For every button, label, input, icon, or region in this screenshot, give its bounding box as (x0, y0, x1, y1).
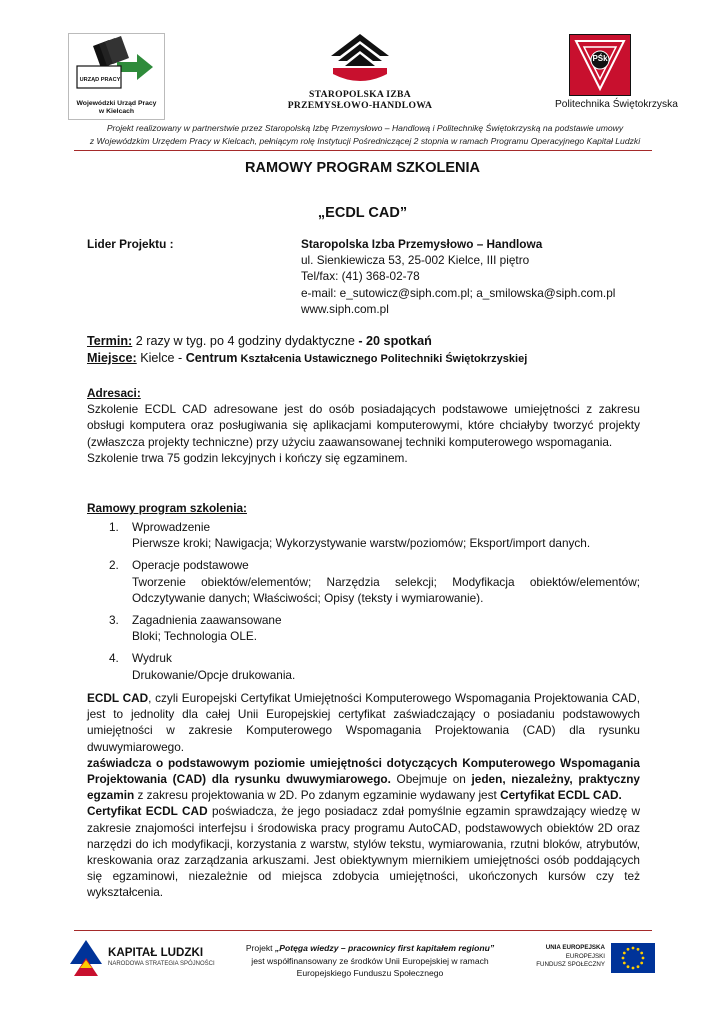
cofinancing-line-1: jest współfinansowany ze środków Unii Europejskiej w ramach (251, 955, 489, 966)
politechnika-emblem-icon (569, 34, 631, 96)
miejsce-label: Miejsce: (87, 351, 137, 365)
urzad-pracy-caption-2: w Kielcach (98, 108, 135, 115)
siph-emblem-icon (285, 30, 435, 88)
document-title: RAMOWY PROGRAM SZKOLENIA (245, 160, 480, 176)
termin-count: - 20 spotkań (358, 334, 432, 348)
program-item-description: Tworzenie obiektów/elementów; Narzędzia selekcji; Modyfikacja obiektów/elementów; Odczytywanie danych; Właściwości; Opisy (teksty i wymiarowanie). (132, 574, 640, 605)
kapital-ludzki-title: KAPITAŁ LUDZKI (108, 946, 204, 959)
lider-name: Staropolska Izba Przemysłowo – Handlowa (301, 237, 543, 251)
termin-value: 2 razy w tyg. po 4 godziny dydaktyczne (132, 334, 359, 348)
certificate-term: Certyfikat ECDL CAD (87, 804, 208, 819)
miejsce-centrum: Centrum (185, 351, 238, 365)
lider-address: ul. Sienkiewicza 53, 25-002 Kielce, III piętro (301, 253, 530, 268)
adresaci-heading: Adresaci: (87, 386, 141, 400)
lider-details (301, 236, 661, 317)
exam-scope-paragraph: zaświadcza o podstawowym poziomie umiejętności dotyczących Komputerowego Wspomagania Projektowania (CAD) dla rysunku dwuwymiarowego. Obejmuje on jeden, niezależny, praktyczny egzamin z zakresu projektowania w 2D. Po zdanym egzaminie wydawany jest Certyfikat ECDL CAD. (87, 755, 640, 803)
course-name: „ECDL CAD” (317, 205, 408, 221)
footer-divider (74, 930, 652, 931)
ecdl-cad-term: ECDL CAD (87, 691, 149, 705)
kapital-ludzki-subtitle: NARODOWA STRATEGIA SPÓJNOŚCI (108, 961, 215, 967)
program-item-title: Operacje podstawowe (132, 558, 249, 573)
kapital-ludzki-emblem-icon (68, 938, 104, 978)
eu-line-1: UNIA EUROPEJSKA (545, 944, 605, 951)
program-item (87, 650, 640, 682)
urzad-pracy-logo (68, 33, 165, 120)
adresaci-section (87, 385, 640, 466)
program-item-description: Drukowanie/Opcje drukowania. (132, 667, 296, 682)
cofinancing-line-2: Europejskiego Funduszu Społecznego (296, 968, 444, 978)
politechnika-logo (555, 33, 678, 113)
cofinancing-note (230, 942, 510, 980)
schedule-block (87, 333, 527, 368)
program-item-number: 1. (109, 520, 119, 534)
program-item (87, 519, 640, 551)
eu-line-2: EUROPEJSKI (565, 953, 605, 960)
urzad-pracy-emblem-icon (69, 36, 164, 96)
urzad-pracy-badge: URZĄD PRACY (79, 77, 121, 83)
adresaci-duration: Szkolenie trwa 75 godzin lekcyjnych i kończy się egzaminem. (87, 450, 408, 465)
certificate-description (87, 690, 640, 901)
miejsce-line (87, 350, 527, 368)
program-item-title: Wprowadzenie (132, 520, 211, 534)
program-item (87, 612, 640, 644)
eu-line-3: FUNDUSZ SPOŁECZNY (536, 961, 605, 968)
program-item-number: 4. (109, 651, 119, 666)
siph-name-line-1: STAROPOLSKA IZBA (309, 89, 411, 100)
lider-label: Lider Projektu : (87, 237, 174, 251)
eu-flag-icon (611, 943, 655, 973)
urzad-pracy-caption-1: Wojewódzki Urząd Pracy (76, 100, 157, 107)
program-list (87, 519, 640, 689)
program-heading: Ramowy program szkolenia: (87, 501, 247, 515)
ecdl-cad-paragraph: ECDL CAD, czyli Europejski Certyfikat Umiejętności Komputerowego Wspomagania Projektowania CAD, jest to jednolity dla całej Unii Europejskiej certyfikat zaświadczający o posiadaniu podstawowych umiejętności w zakresie Komputerowego Wspomagania Projektowania (CAD) dla rysunku dwuwymiarowego. (87, 691, 640, 754)
project-name: „Potęga wiedzy – pracownicy first kapitałem regionu” (274, 943, 495, 953)
partnership-note (60, 122, 670, 147)
certificate-paragraph: Certyfikat ECDL CAD poświadcza, że jego posiadacz zdał pomyślnie egzamin sprawdzający wiedzę w zakresie znajomości interfejsu i środowiska pracy programu AutoCAD, podstawowych obiektów 2D oraz narzędzi do ich modyfikacji, korzystania z warstw, stylów tekstu, wymiarowania, rzutni bloków, atrybutów, kreskowania oraz zarządzania arkuszami. Jest obiektywnym miernikiem umiejętności osób poddających się egzaminowi, niezależnie od miejsca zdobycia umiejętności, ukończonych kursów czy też wykształcenia. (87, 804, 640, 900)
program-item-description: Bloki; Technologia OLE. (132, 629, 258, 644)
kapital-ludzki-logo (68, 938, 228, 980)
termin-line (87, 333, 527, 350)
program-item-title: Zagadnienia zaawansowane (132, 613, 282, 628)
partnership-note-line-2: z Wojewódzkim Urzędem Pracy w Kielcach, pełniącym rolę Instytucji Pośredniczącej 2 stopnia w ramach Programu Operacyjnego Kapitał Ludzki (89, 135, 641, 146)
program-item-title: Wydruk (132, 651, 172, 666)
program-item-number: 3. (109, 613, 119, 628)
siph-logo (285, 30, 435, 116)
siph-name-line-2: PRZEMYSŁOWO-HANDLOWA (287, 100, 433, 111)
lider-website: www.siph.com.pl (301, 301, 389, 316)
project-line: Projekt „Potęga wiedzy – pracownicy first kapitałem regionu” (245, 943, 495, 953)
program-item (87, 557, 640, 606)
lider-phone: Tel/fax: (41) 368-02-78 (301, 269, 420, 284)
program-item-description: Pierwsze kroki; Nawigacja; Wykorzystywanie warstw/poziomów; Eksport/import danych. (132, 536, 591, 551)
politechnika-mark: PŚk (592, 54, 608, 63)
politechnika-caption: Politechnika Świętokrzyska (555, 99, 678, 110)
eu-efs-logo (525, 942, 660, 978)
lider-email: e-mail: e_sutowicz@siph.com.pl; a_smilowska@siph.com.pl (301, 285, 616, 300)
miejsce-value: Kielce - (136, 351, 186, 365)
termin-label: Termin: (87, 334, 133, 348)
partnership-note-line-1: Projekt realizowany w partnerstwie przez Staropolską Izbę Przemysłowo – Handlową i Politechnikę Świętokrzyską na podstawie umowy (106, 123, 624, 133)
header-divider (74, 150, 652, 151)
program-item-number: 2. (109, 558, 119, 573)
miejsce-institution: Kształcenia Ustawicznego Politechniki Świętokrzyskiej (237, 353, 528, 365)
adresaci-text: Szkolenie ECDL CAD adresowane jest do osób posiadających podstawowe umiejętności z zakresu obsługi komputera oraz posługiwania się aplikacjami komputerowymi, które chciałyby tworzyć projekty (zwłaszcza projekty techniczne) przy użyciu zaawansowanej techniki komputerowego wspomagania. (87, 402, 640, 449)
